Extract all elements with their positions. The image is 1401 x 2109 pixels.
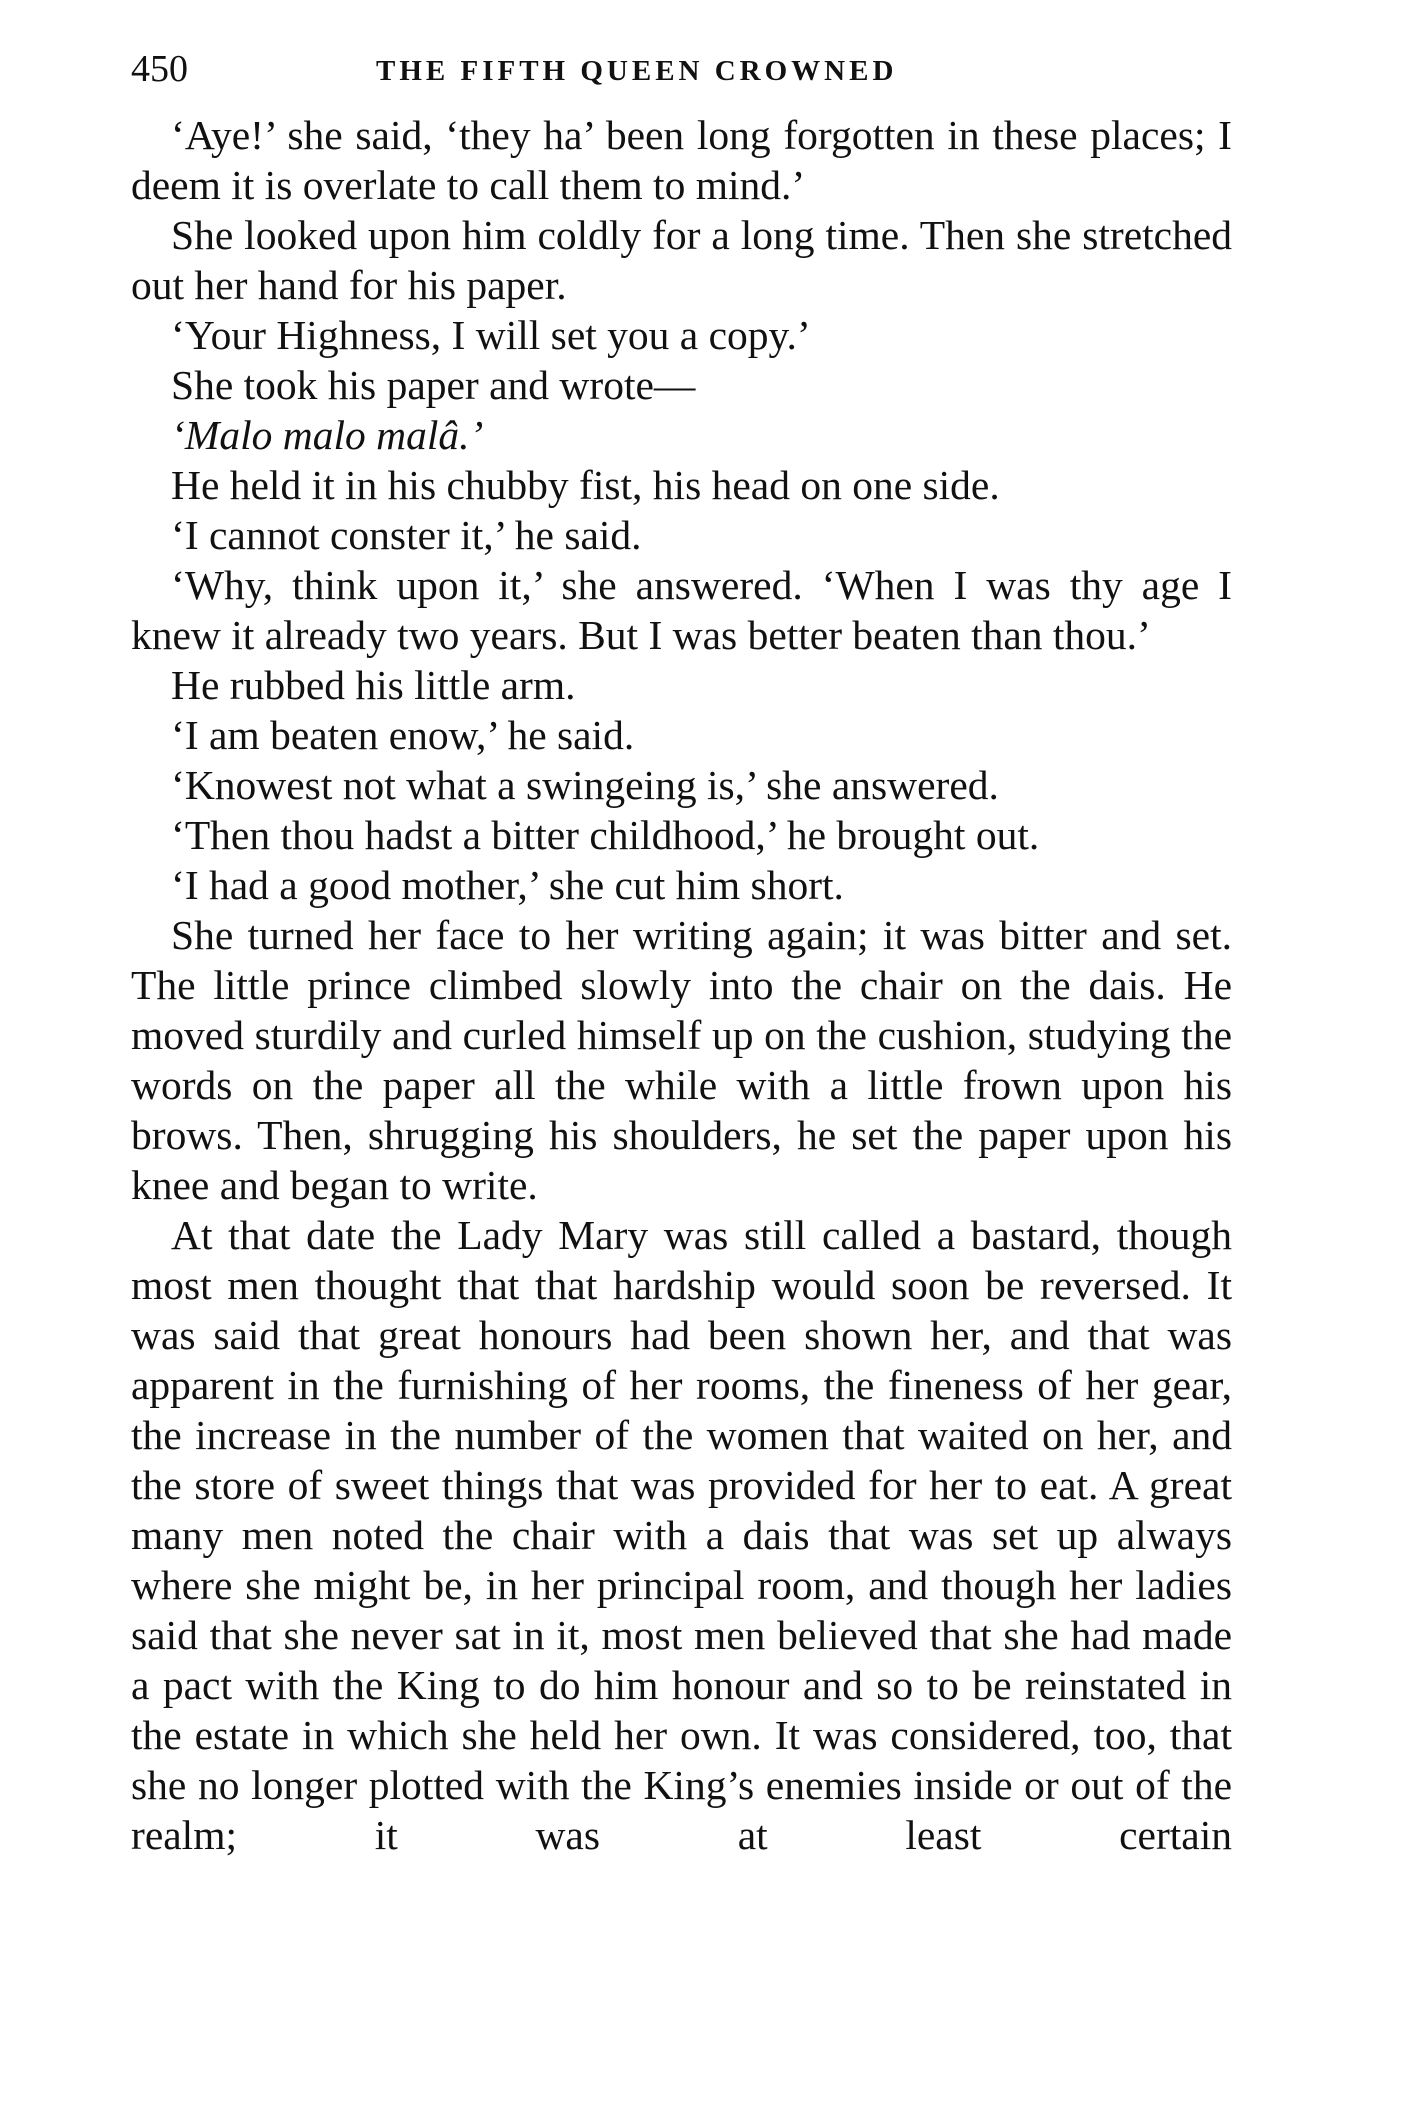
- paragraph: ‘I had a good mother,’ she cut him short.: [171, 862, 844, 908]
- paragraph: He rubbed his little arm.: [171, 662, 576, 708]
- paragraph: ‘Knowest not what a swingeing is,’ she answered.: [171, 762, 999, 808]
- paragraph: ‘Then thou hadst a bitter childhood,’ he brought out.: [171, 812, 1040, 858]
- paragraph: ‘Aye!’ she said, ‘they ha’ been long forgotten in these places; I deem it is overlate to call them to mind.’: [131, 112, 1232, 208]
- paragraph: He held it in his chubby fist, his head on one side.: [171, 462, 1000, 508]
- latin-copy-line: ‘Malo malo malâ.’: [171, 412, 484, 458]
- book-page: [131, 44, 1232, 1860]
- paragraph: ‘Your Highness, I will set you a copy.’: [171, 312, 811, 358]
- page-number: 450: [131, 48, 188, 90]
- paragraph: ‘Why, think upon it,’ she answered. ‘When I was thy age I knew it already two years. But I was better beaten than thou.’: [131, 562, 1232, 658]
- paragraph: She turned her face to her writing again; it was bitter and set. The little prince climbed slowly into the chair on the dais. He moved sturdily and curled himself up on the cushion, studying the words on the paper all the while with a little frown upon his brows. Then, shrugging his shoulders, he set the paper upon his knee and began to write.: [131, 912, 1232, 1208]
- paragraph: She took his paper and wrote—: [171, 362, 696, 408]
- paragraph-continued: At that date the Lady Mary was still called a bastard, though most men thought that that hardship would soon be reversed. It was said that great honours had been shown her, and that was apparent in the furnishing of her rooms, the fineness of her gear, the increase in the number of the women that waited on her, and the store of sweet things that was provided for her to eat. A great many men noted the chair with a dais that was set up always where she might be, in her principal room, and though her ladies said that she never sat in it, most men believed that she had made a pact with the King to do him honour and so to be reinstated in the estate in which she held her own. It was considered, too, that she no longer plotted with the King’s enemies inside or out of the realm; it was at least certain: [131, 1212, 1232, 1858]
- page-header: [131, 44, 1232, 94]
- running-head: THE FIFTH QUEEN CROWNED: [376, 55, 898, 87]
- paragraph: ‘I cannot conster it,’ he said.: [171, 512, 642, 558]
- paragraph: ‘I am beaten enow,’ he said.: [171, 712, 635, 758]
- paragraph: She looked upon him coldly for a long time. Then she stretched out her hand for his paper.: [131, 212, 1232, 308]
